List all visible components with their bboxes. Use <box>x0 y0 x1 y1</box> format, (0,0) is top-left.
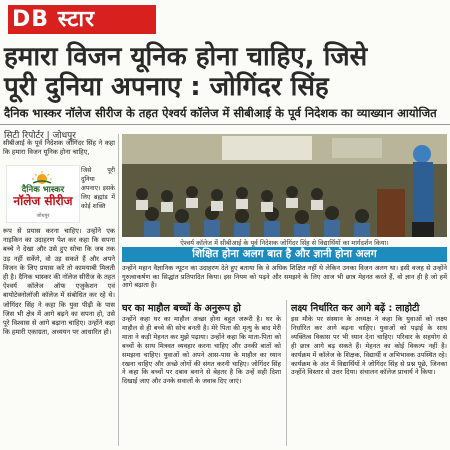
left-column-text-bottom: रूप से प्रयास करना चाहिए। उन्होंने एक नाइकिन का उदाहरण पेश कर कहा कि सपना बच्चे ने देखा और उसे हुए सोचा कि जब तक उड़ नहीं सकेंगे, वो उड़ सकते हैं और अपने विजन के लिए प्रयास करें तो कामयाबी मिलती ही है। दैनिक भास्कर की नॉलेज सीरीज के तहत ऐश्वर्य कॉलेज ऑफ एजुकेशन एवं बायोटेक्नोलॉजी कॉलेज में संबोधित कर रहे थे। जोगिंदर सिंह ने कहा कि युवा पीढ़ी के पास जिस भी क्षेत्र में आगे बढ़ने का सपना हो, उसे पूरे विश्वास से आगे बढ़ाना चाहिए। उन्होंने कहा कि हमारी एकाग्रता, अध्ययन पर आधारित हो। <box>3 227 115 337</box>
series-logo-line-1: दैनिक भास्कर <box>21 185 65 195</box>
masthead <box>0 0 450 40</box>
lecture-photo <box>122 134 447 237</box>
section-2-title: लक्ष्य निर्धारित कर आगे बढ़ें : लाहोटी <box>291 303 420 314</box>
db-star-logo: DB स्टार <box>8 5 156 34</box>
intro-paragraph: उन्होंने महान वैज्ञानिक न्यूटन का उदाहरण देते हुए बताया कि वे अधिक शिक्षित नहीं थे लेकिन उनका विजन अलग था। इसी वजह से उन्होंने गुरुत्वाकर्षण का सिद्धांत प्रतिपादित किया। इस नियम को पढ़ने और समझने के लिए आज भी छात्र मेहनत करते हैं, वो ज्ञान ही है जो हमें आगे बढ़ाता है। <box>122 264 447 290</box>
knowledge-series-logo <box>6 165 80 223</box>
column-divider-2 <box>286 300 287 446</box>
series-logo-line-2: नॉलेज सीरीज <box>13 194 73 208</box>
headline-line-1: हमारा विजन यूनिक होना चाहिए, जिसे <box>4 42 368 72</box>
section-2-body: इस मौके पर संस्थान के अध्यक्ष ने कहा कि युवाओं को लक्ष्य निर्धारित कर आगे बढ़ना चाहिए। युवाओं को पढ़ाई के साथ व्यक्तित्व विकास पर भी ध्यान देना चाहिए। परिवार के सहयोग से ही छात्र आगे बढ़ सकते हैं। मेहनत का कोई विकल्प नहीं है। कार्यक्रम में कॉलेज के शिक्षक, विद्यार्थी व अभिभावक उपस्थित रहे। कार्यक्रम के अंत में विद्यार्थियों ने जोगिंदर सिंह से प्रश्न पूछे, जिनका उन्होंने विस्तार से उत्तर दिया। संचालन कॉलेज प्राचार्य ने किया। <box>291 315 447 377</box>
headline-line-2: पूरी दुनिया अपनाए : जोगिंदर सिंह <box>4 72 329 102</box>
left-column <box>3 139 115 447</box>
left-column-text-narrow: जिसे पूरी दुनिया अपनाए। इसके लिए ब्रह्मांड में कोई शक्ति <box>81 167 115 210</box>
divider <box>0 124 450 125</box>
series-logo-line-3: जोधपुर <box>36 213 50 219</box>
subheadline: दैनिक भास्कर नॉलेज सीरीज के तहत ऐश्वर्य कॉलेज में सीबीआई के पूर्व निदेशक का व्याख्यान आयोजित <box>4 106 437 120</box>
section-banner: शिक्षित होना अलग बात है और ज्ञानी होना अलग <box>122 247 447 262</box>
section-1-body: उन्होंने कहा घर का माहौल अच्छा होना बहुत जरूरी है। घर के माहौल से ही बच्चे की सोच बनती है। मेरे पिता की मृत्यु के बाद मेरी माता ने कड़ी मेहनत कर मुझे पढ़ाया। उन्होंने कहा कि माता-पिता को बच्चों के साथ मित्रवत व्यवहार करना चाहिए और उनकी बातों को समझना चाहिए। युवाओं को अपने आस-पास के माहौल का ध्यान रखना चाहिए और अच्छे लोगों की संगत करनी चाहिए। जोगिंदर सिंह ने कहा कि बच्चों पर दबाव बनाने से बेहतर है कि उन्हें सही दिशा दिखाई जाए और उनके सवालों के जवाब दिए जाएं। <box>122 315 281 386</box>
sun-book-icon <box>29 170 55 184</box>
section-1-title: घर का माहौल बच्चों के अनुरूप हो <box>122 303 241 314</box>
column-divider <box>118 134 119 446</box>
lecture-hall-image <box>122 134 447 237</box>
headline <box>4 42 446 102</box>
left-column-text-top: सीबीआई के पूर्व निदेशक जोगिंदर सिंह ने कहा कि हमारा विजन यूनिक होना चाहिए, <box>3 139 115 157</box>
byline: सिटी रिपोर्टर | जोधपुर <box>4 131 76 141</box>
photo-caption: ऐश्वर्य कॉलेज में सीबीआई के पूर्व निदेशक जोगिंदर सिंह से विद्यार्थियों का मार्गदर्शन किया। <box>180 239 389 247</box>
